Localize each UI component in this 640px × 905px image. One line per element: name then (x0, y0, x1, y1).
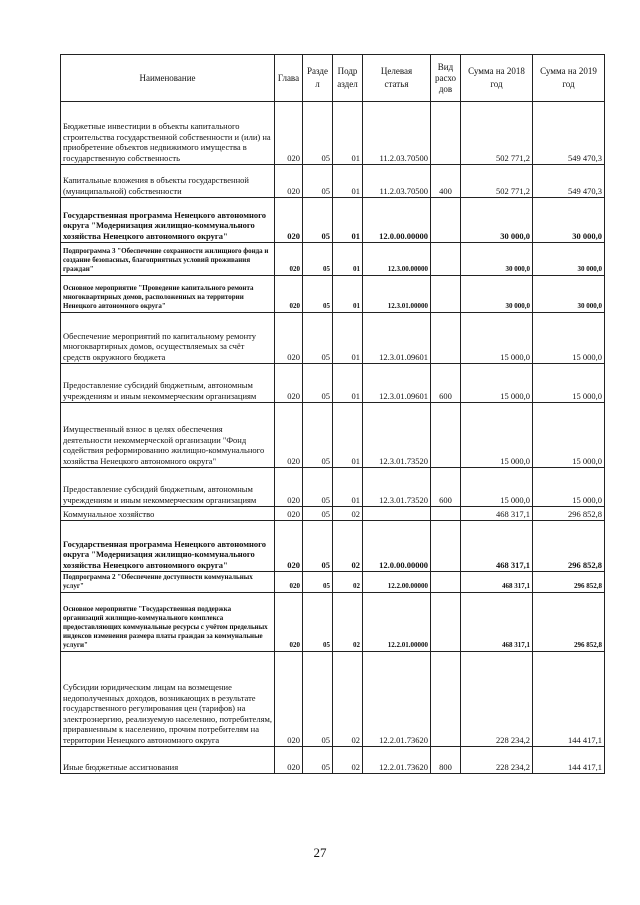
table-row (61, 102, 605, 165)
cell-target: 12.3.01.73520 (363, 468, 431, 507)
cell-name: Предоставление субсидий бюджетным, автономным учреждениям и иным некоммерческим организациям (61, 364, 275, 403)
cell-vid (431, 507, 461, 521)
cell-razdel: 05 (303, 198, 333, 243)
cell-podrazdel: 02 (333, 652, 363, 747)
cell-sum-2018: 468 317,1 (461, 572, 533, 593)
cell-vid: 800 (431, 747, 461, 774)
cell-podrazdel: 01 (333, 198, 363, 243)
cell-sum-2019: 15 000,0 (533, 364, 605, 403)
header-sum-2018: Сумма на 2018 год (461, 55, 533, 102)
header-sum-2019: Сумма на 2019 год (533, 55, 605, 102)
table-row (61, 403, 605, 468)
cell-name: Субсидии юридическим лицам на возмещение недополученных доходов, возникающих в результате государственного регулирования цен (тарифов) на электроэнергию, реализуемую населению, потребителям, приравненным к населению, прочим потребителям на территории Ненецкого автономного округа (61, 652, 275, 747)
cell-vid (431, 243, 461, 276)
cell-podrazdel: 01 (333, 364, 363, 403)
header-glava: Глава (275, 55, 303, 102)
cell-sum-2018: 228 234,2 (461, 652, 533, 747)
cell-razdel: 05 (303, 747, 333, 774)
cell-vid: 600 (431, 468, 461, 507)
table-row (61, 364, 605, 403)
cell-sum-2018: 468 317,1 (461, 521, 533, 572)
cell-glava: 020 (275, 198, 303, 243)
cell-vid: 600 (431, 364, 461, 403)
cell-glava: 020 (275, 521, 303, 572)
cell-sum-2019: 296 852,8 (533, 521, 605, 572)
table-row (61, 313, 605, 364)
cell-razdel: 05 (303, 276, 333, 313)
budget-table (60, 54, 605, 774)
cell-sum-2018: 228 234,2 (461, 747, 533, 774)
cell-name: Капитальные вложения в объекты государственной (муниципальной) собственности (61, 165, 275, 198)
cell-target: 12.3.01.09601 (363, 313, 431, 364)
cell-podrazdel: 02 (333, 593, 363, 652)
cell-target: 12.3.00.00000 (363, 243, 431, 276)
cell-name: Основное мероприятие "Государственная поддержка организаций жилищно-коммунального комплекса предоставляющих коммунальные ресурсы с учётом предельных индексов изменения размера платы граждан за коммунальные услуги" (61, 593, 275, 652)
cell-podrazdel: 02 (333, 521, 363, 572)
cell-name: Коммунальное хозяйство (61, 507, 275, 521)
cell-razdel: 05 (303, 521, 333, 572)
cell-glava: 020 (275, 747, 303, 774)
cell-glava: 020 (275, 102, 303, 165)
table-row (61, 198, 605, 243)
cell-glava: 020 (275, 165, 303, 198)
cell-target: 11.2.03.70500 (363, 102, 431, 165)
cell-sum-2018: 468 317,1 (461, 593, 533, 652)
cell-sum-2019: 549 470,3 (533, 165, 605, 198)
cell-name: Имущественный взнос в целях обеспечения деятельности некоммерческой организации "Фонд содействия реформированию жилищно-коммунального хозяйства Ненецкого автономного округа" (61, 403, 275, 468)
cell-sum-2019: 296 852,8 (533, 572, 605, 593)
cell-sum-2019: 30 000,0 (533, 276, 605, 313)
table-row (61, 521, 605, 572)
cell-razdel: 05 (303, 165, 333, 198)
header-target: Целевая статья (363, 55, 431, 102)
cell-sum-2019: 296 852,8 (533, 593, 605, 652)
cell-sum-2019: 30 000,0 (533, 198, 605, 243)
cell-podrazdel: 02 (333, 507, 363, 521)
table-row (61, 276, 605, 313)
cell-glava: 020 (275, 243, 303, 276)
cell-podrazdel: 01 (333, 313, 363, 364)
cell-vid (431, 403, 461, 468)
cell-glava: 020 (275, 593, 303, 652)
cell-glava: 020 (275, 403, 303, 468)
cell-sum-2019: 144 417,1 (533, 747, 605, 774)
cell-target: 12.3.01.00000 (363, 276, 431, 313)
cell-target: 12.2.00.00000 (363, 572, 431, 593)
cell-razdel: 05 (303, 593, 333, 652)
cell-podrazdel: 01 (333, 243, 363, 276)
cell-glava: 020 (275, 364, 303, 403)
cell-name: Бюджетные инвестиции в объекты капитального строительства государственной собственности и (или) на приобретение объектов недвижимого имущества в государственную собственность (61, 102, 275, 165)
cell-target: 12.3.01.09601 (363, 364, 431, 403)
cell-sum-2018: 502 771,2 (461, 102, 533, 165)
page-number: 27 (313, 845, 327, 860)
header-podrazdel: Подр аздел (333, 55, 363, 102)
cell-name: Государственная программа Ненецкого автономного округа "Модернизация жилищно-коммунального хозяйства Ненецкого автономного округа" (61, 198, 275, 243)
table-row (61, 507, 605, 521)
cell-sum-2019: 296 852,8 (533, 507, 605, 521)
cell-podrazdel: 02 (333, 572, 363, 593)
cell-vid (431, 572, 461, 593)
cell-vid (431, 276, 461, 313)
cell-target: 12.0.00.00000 (363, 521, 431, 572)
cell-glava: 020 (275, 468, 303, 507)
cell-target: 12.2.01.73620 (363, 652, 431, 747)
cell-podrazdel: 01 (333, 403, 363, 468)
table-row (61, 572, 605, 593)
table-header-row (61, 55, 605, 102)
cell-podrazdel: 01 (333, 276, 363, 313)
cell-target (363, 507, 431, 521)
cell-podrazdel: 01 (333, 165, 363, 198)
cell-target: 12.0.00.00000 (363, 198, 431, 243)
header-razdel: Разде л (303, 55, 333, 102)
cell-vid (431, 652, 461, 747)
cell-razdel: 05 (303, 652, 333, 747)
cell-target: 12.3.01.73520 (363, 403, 431, 468)
cell-sum-2019: 549 470,3 (533, 102, 605, 165)
cell-podrazdel: 01 (333, 102, 363, 165)
table-row (61, 468, 605, 507)
cell-name: Подпрограмма 2 "Обеспечение доступности коммунальных услуг" (61, 572, 275, 593)
table-row (61, 593, 605, 652)
cell-sum-2018: 502 771,2 (461, 165, 533, 198)
table-row (61, 165, 605, 198)
cell-vid (431, 198, 461, 243)
cell-podrazdel: 02 (333, 747, 363, 774)
cell-glava: 020 (275, 572, 303, 593)
cell-sum-2018: 15 000,0 (461, 403, 533, 468)
cell-target: 12.2.01.00000 (363, 593, 431, 652)
cell-sum-2019: 15 000,0 (533, 468, 605, 507)
cell-name: Иные бюджетные ассигнования (61, 747, 275, 774)
cell-vid (431, 521, 461, 572)
cell-vid (431, 313, 461, 364)
cell-razdel: 05 (303, 243, 333, 276)
cell-glava: 020 (275, 507, 303, 521)
cell-sum-2018: 30 000,0 (461, 276, 533, 313)
cell-vid (431, 593, 461, 652)
cell-razdel: 05 (303, 313, 333, 364)
cell-sum-2019: 15 000,0 (533, 313, 605, 364)
cell-razdel: 05 (303, 403, 333, 468)
header-vid: Вид расхо дов (431, 55, 461, 102)
cell-vid (431, 102, 461, 165)
cell-razdel: 05 (303, 102, 333, 165)
cell-vid: 400 (431, 165, 461, 198)
table-row (61, 747, 605, 774)
cell-razdel: 05 (303, 364, 333, 403)
table-row (61, 652, 605, 747)
cell-razdel: 05 (303, 468, 333, 507)
cell-sum-2019: 15 000,0 (533, 403, 605, 468)
cell-sum-2018: 15 000,0 (461, 468, 533, 507)
table-row (61, 243, 605, 276)
cell-name: Основное мероприятие "Проведение капитального ремонта многоквартирных домов, расположенных на территории Ненецкого автономного округа" (61, 276, 275, 313)
cell-sum-2018: 15 000,0 (461, 313, 533, 364)
cell-target: 12.2.01.73620 (363, 747, 431, 774)
cell-name: Обеспечение мероприятий по капитальному ремонту многоквартирных домов, осуществляемых за счёт средств окружного бюджета (61, 313, 275, 364)
cell-sum-2018: 15 000,0 (461, 364, 533, 403)
cell-podrazdel: 01 (333, 468, 363, 507)
cell-target: 11.2.03.70500 (363, 165, 431, 198)
cell-razdel: 05 (303, 572, 333, 593)
cell-name: Подпрограмма 3 "Обеспечение сохранности жилищного фонда и создание безопасных, благоприятных условий проживания граждан" (61, 243, 275, 276)
cell-sum-2019: 144 417,1 (533, 652, 605, 747)
cell-glava: 020 (275, 313, 303, 364)
cell-sum-2018: 468 317,1 (461, 507, 533, 521)
cell-sum-2018: 30 000,0 (461, 198, 533, 243)
header-name: Наименование (61, 55, 275, 102)
cell-glava: 020 (275, 276, 303, 313)
cell-razdel: 05 (303, 507, 333, 521)
cell-sum-2019: 30 000,0 (533, 243, 605, 276)
cell-glava: 020 (275, 652, 303, 747)
cell-name: Предоставление субсидий бюджетным, автономным учреждениям и иным некоммерческим организациям (61, 468, 275, 507)
cell-sum-2018: 30 000,0 (461, 243, 533, 276)
cell-name: Государственная программа Ненецкого автономного округа "Модернизация жилищно-коммунального хозяйства Ненецкого автономного округа" (61, 521, 275, 572)
